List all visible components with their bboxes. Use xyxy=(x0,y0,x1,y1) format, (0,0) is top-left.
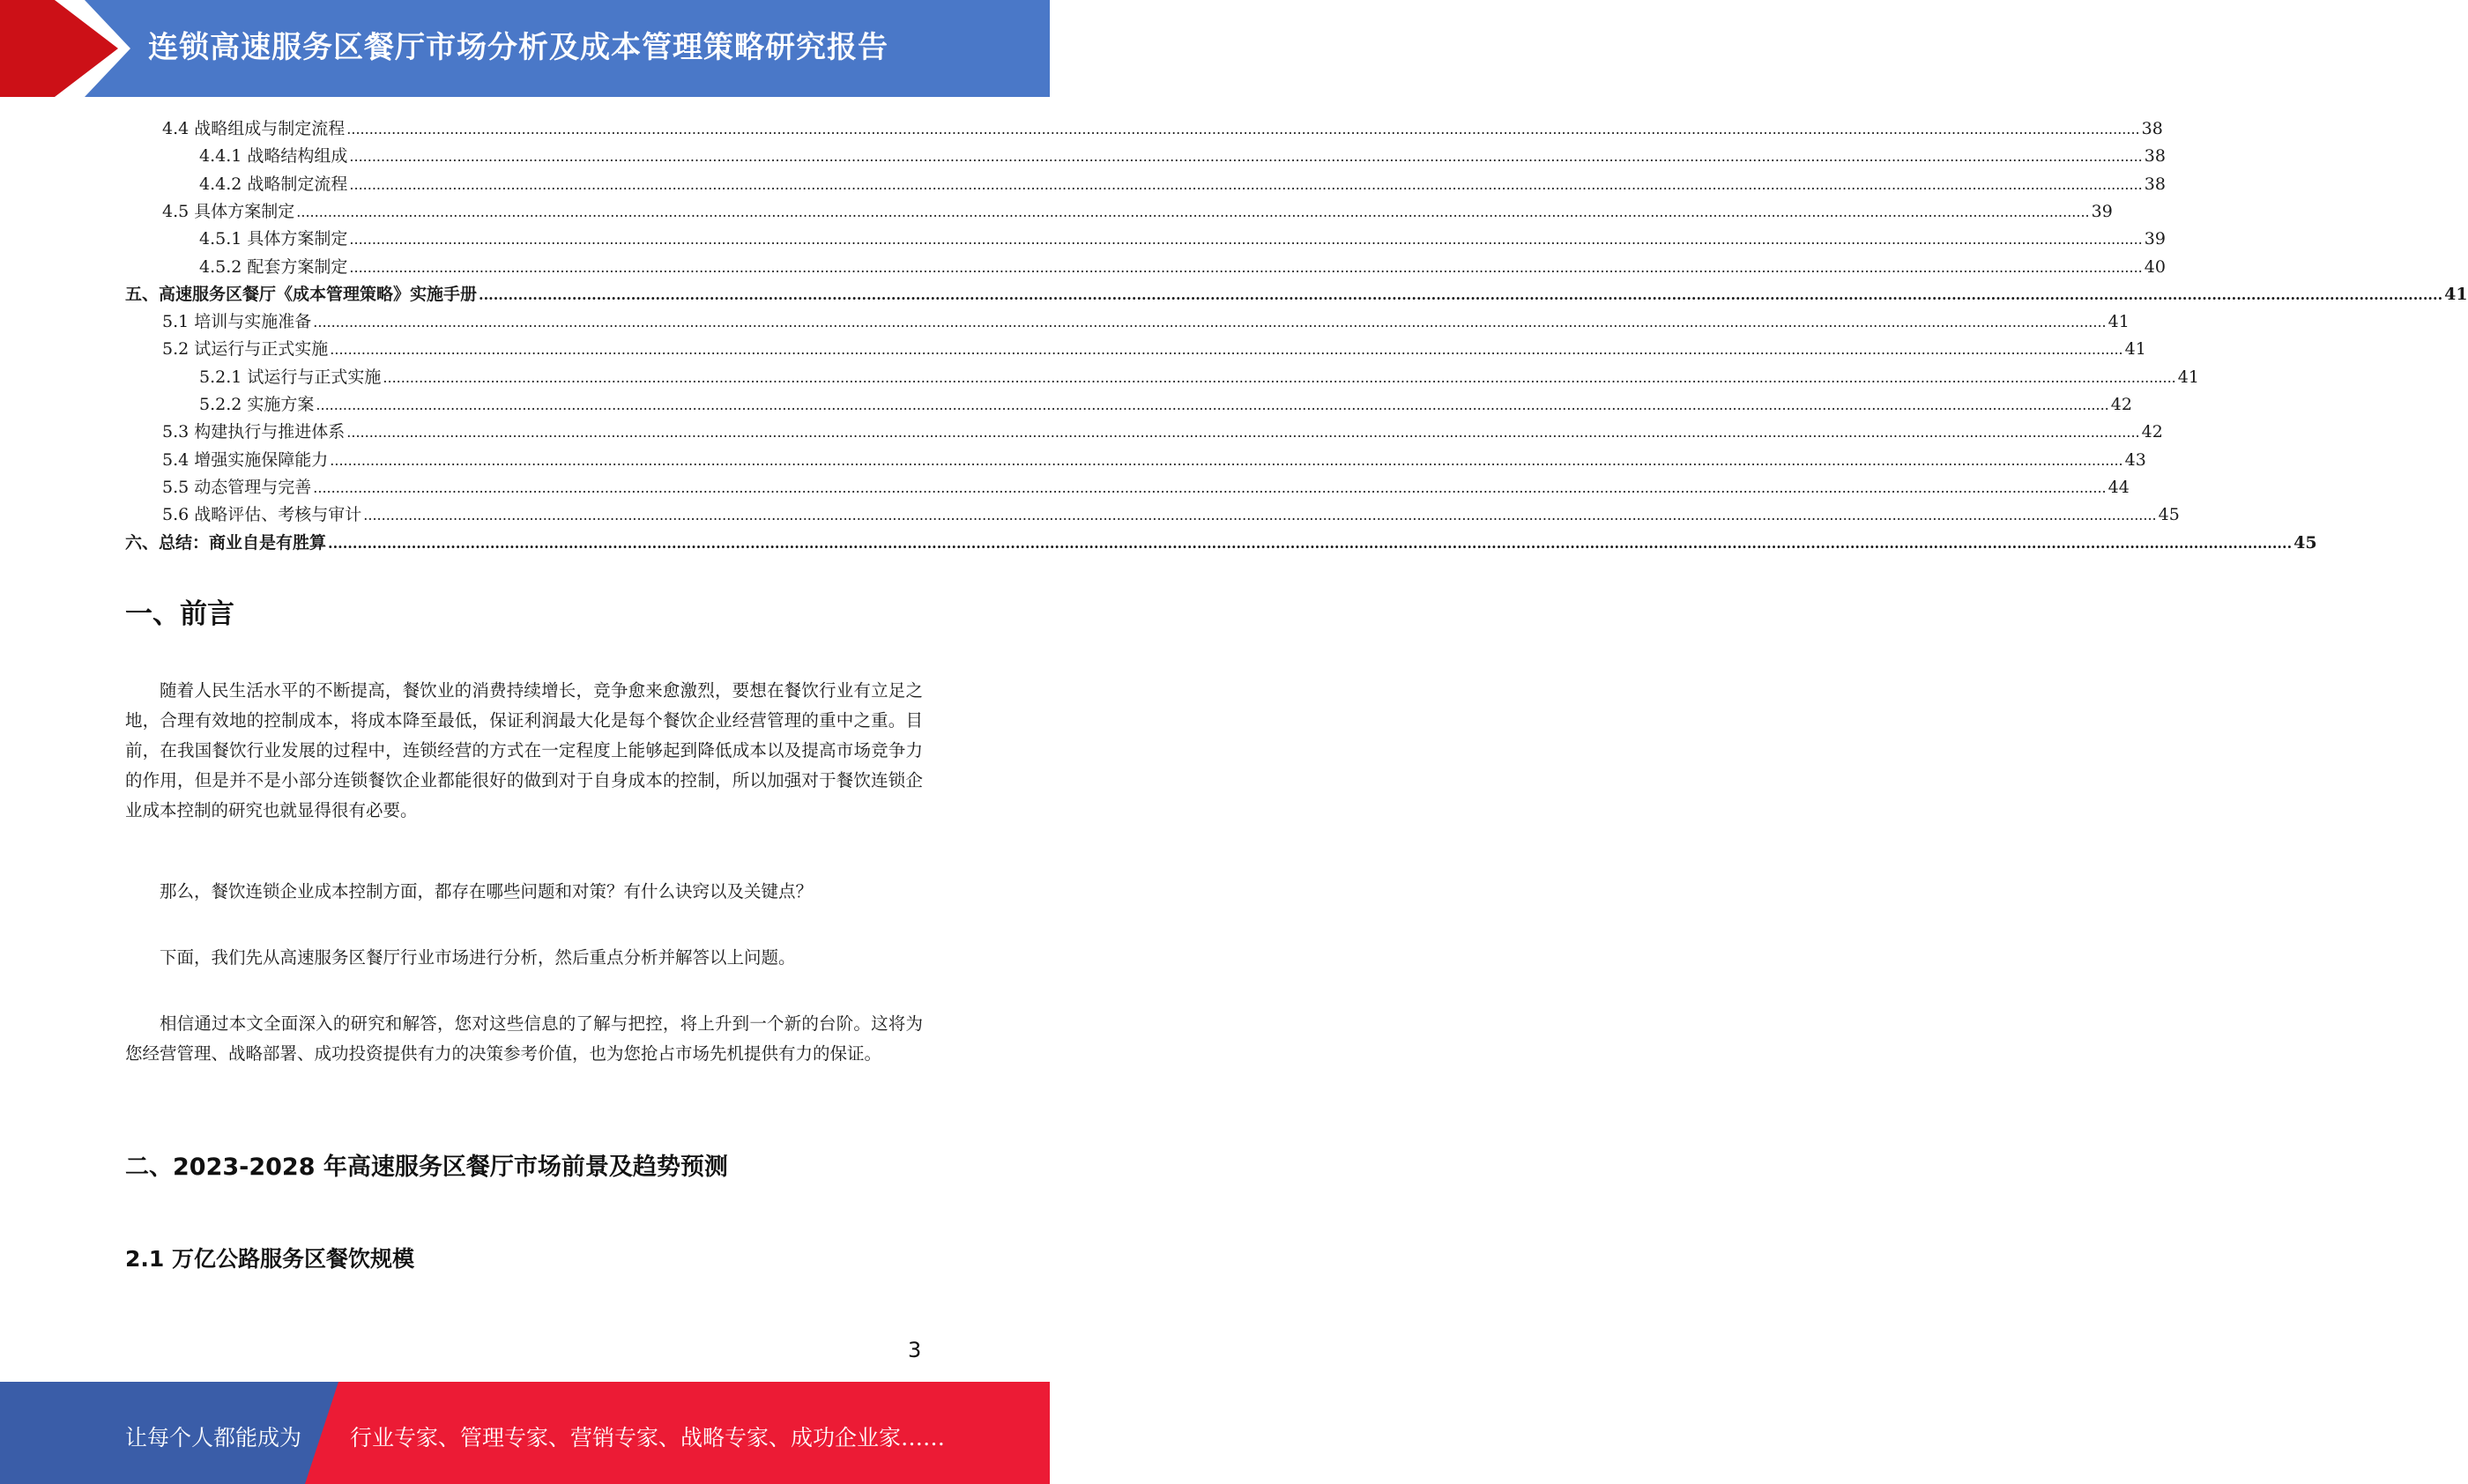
paragraph-question: 那么，餐饮连锁企业成本控制方面，都存在哪些问题和对策？有什么诀窍以及关键点？ xyxy=(160,881,814,902)
toc-entry-label: 4.5.1 具体方案制定 xyxy=(199,229,348,249)
toc-entry-page: 43 xyxy=(2124,449,2146,470)
toc-entry-page: 41 xyxy=(2124,339,2146,360)
toc-entry[interactable] xyxy=(125,527,2317,554)
subsection-heading-scale: 2.1 万亿公路服务区餐饮规模 xyxy=(125,1246,414,1272)
toc-entry-label: 六、总结：商业自是有胜算 xyxy=(125,532,327,553)
toc-entry-label: 4.5 具体方案制定 xyxy=(162,201,295,221)
toc-dot-leader: ................................................................................................................................................................................................................................................................................................................................................................................................................ xyxy=(346,121,2140,137)
paragraph-intro: 随着人民生活水平的不断提高，餐饮业的消费持续增长，竞争愈来愈激烈，要想在餐饮行业有立足之地，合理有效地的控制成本，将成本降至最低，保证利润最大化是每个餐饮企业经营管理的重中之重。目前，在我国餐饮行业发展的过程中，连锁经营的方式在一定程度上能够起到降低成本以及提高市场竞争力的作用，但是并不是小部分连锁餐饮企业都能很好的做到对于自身成本的控制，所以加强对于餐饮连锁企业成本控制的研究也就显得很有必要。 xyxy=(125,680,923,820)
toc-entry-label: 5.5 动态管理与完善 xyxy=(162,477,312,497)
toc-dot-leader: ................................................................................................................................................................................................................................................................................................................................................................................................................ xyxy=(296,203,2090,220)
toc-dot-leader: ................................................................................................................................................................................................................................................................................................................................................................................................................ xyxy=(349,231,2143,249)
toc-entry-page: 39 xyxy=(2091,201,2113,221)
paragraph-value: 相信通过本文全面深入的研究和解答，您对这些信息的了解与把控，将上升到一个新的台阶。这将为您经营管理、战略部署、成功投资提供有力的决策参考价值，也为您抢占市场先机提供有力的保证。 xyxy=(125,1013,923,1064)
toc-entry-page: 44 xyxy=(2107,477,2130,497)
toc-entry[interactable] xyxy=(162,333,2146,360)
toc-dot-leader: ................................................................................................................................................................................................................................................................................................................................................................................................................ xyxy=(313,479,2107,496)
toc-dot-leader: ................................................................................................................................................................................................................................................................................................................................................................................................................ xyxy=(349,148,2143,166)
toc-entry-page: 40 xyxy=(2144,256,2166,277)
toc-entry-label: 4.5.2 配套方案制定 xyxy=(199,256,348,277)
toc-entry-label: 5.1 培训与实施准备 xyxy=(162,312,312,332)
toc-dot-leader: ................................................................................................................................................................................................................................................................................................................................................................................................................ xyxy=(316,397,2109,413)
toc-entry-page: 41 xyxy=(2444,284,2468,304)
toc-entry[interactable] xyxy=(199,140,2166,167)
toc-entry-page: 45 xyxy=(2293,532,2317,553)
toc-entry-page: 38 xyxy=(2141,119,2163,138)
toc-entry-label: 4.4.2 战略制定流程 xyxy=(199,174,348,194)
toc-entry-label: 4.4 战略组成与制定流程 xyxy=(162,119,346,138)
toc-entry[interactable] xyxy=(199,389,2132,416)
page-header xyxy=(0,0,1050,97)
toc-entry[interactable] xyxy=(199,251,2166,278)
toc-entry[interactable] xyxy=(162,499,2180,526)
toc-entry[interactable] xyxy=(199,223,2166,250)
toc-entry-label: 五、高速服务区餐厅《成本管理策略》实施手册 xyxy=(125,284,478,304)
paragraph-approach: 下面，我们先从高速服务区餐厅行业市场进行分析，然后重点分析并解答以上问题。 xyxy=(160,947,796,968)
toc-entry-page: 38 xyxy=(2144,146,2166,167)
toc-dot-leader: ................................................................................................................................................................................................................................................................................................................................................................................................................ xyxy=(330,341,2123,359)
page-number: 3 xyxy=(908,1338,922,1362)
toc-entry[interactable] xyxy=(162,416,2163,443)
toc-entry[interactable] xyxy=(125,278,2468,306)
toc-dot-leader: ................................................................................................................................................................................................................................................................................................................................................................................................................ xyxy=(346,424,2140,441)
toc-entry-page: 41 xyxy=(2177,367,2199,387)
toc-entry[interactable] xyxy=(162,113,2163,140)
footer-slogan-right: 行业专家、管理专家、营销专家、战略专家、成功企业家…… xyxy=(350,1425,946,1451)
toc-entry-page: 42 xyxy=(2141,422,2163,442)
toc-dot-leader: ................................................................................................................................................................................................................................................................................................................................................................................................................ xyxy=(479,286,2443,303)
toc-entry-page: 38 xyxy=(2144,174,2166,194)
toc-dot-leader: ................................................................................................................................................................................................................................................................................................................................................................................................................ xyxy=(349,258,2143,276)
toc-dot-leader: ................................................................................................................................................................................................................................................................................................................................................................................................................ xyxy=(363,507,2157,524)
section-heading-forecast: 二、2023-2028 年高速服务区餐厅市场前景及趋势预测 xyxy=(125,1154,728,1181)
toc-entry-label: 4.4.1 战略结构组成 xyxy=(199,146,348,167)
footer-slogan-left: 让每个人都能成为 xyxy=(125,1425,302,1451)
toc-dot-leader: ................................................................................................................................................................................................................................................................................................................................................................................................................ xyxy=(330,451,2123,469)
toc-dot-leader: ................................................................................................................................................................................................................................................................................................................................................................................................................ xyxy=(349,175,2143,193)
toc-entry[interactable] xyxy=(162,471,2130,499)
toc-dot-leader: ................................................................................................................................................................................................................................................................................................................................................................................................................ xyxy=(328,534,2293,552)
document-title: 连锁高速服务区餐厅市场分析及成本管理策略研究报告 xyxy=(148,30,888,65)
toc-entry-label: 5.2.1 试运行与正式实施 xyxy=(199,367,382,387)
toc-entry-label: 5.2 试运行与正式实施 xyxy=(162,339,329,360)
toc-entry-label: 5.3 构建执行与推进体系 xyxy=(162,422,346,442)
toc-dot-leader: ................................................................................................................................................................................................................................................................................................................................................................................................................ xyxy=(313,314,2107,331)
toc-entry-page: 41 xyxy=(2107,312,2130,332)
toc-entry-label: 5.2.2 实施方案 xyxy=(199,395,315,414)
toc-entry-label: 5.6 战略评估、考核与审计 xyxy=(162,505,362,525)
toc-entry[interactable] xyxy=(199,361,2199,389)
toc-entry-page: 39 xyxy=(2144,229,2166,249)
page-footer xyxy=(0,1382,1050,1484)
toc-dot-leader: ................................................................................................................................................................................................................................................................................................................................................................................................................ xyxy=(383,368,2176,386)
toc-entry[interactable] xyxy=(162,444,2146,471)
toc-entry[interactable] xyxy=(162,306,2130,333)
toc-entry-label: 5.4 增强实施保障能力 xyxy=(162,449,329,470)
toc-entry[interactable] xyxy=(199,168,2166,196)
section-heading-preface: 一、前言 xyxy=(125,598,234,630)
toc-entry-page: 45 xyxy=(2158,505,2180,525)
toc-entry[interactable] xyxy=(162,196,2113,223)
toc-entry-page: 42 xyxy=(2110,395,2132,414)
